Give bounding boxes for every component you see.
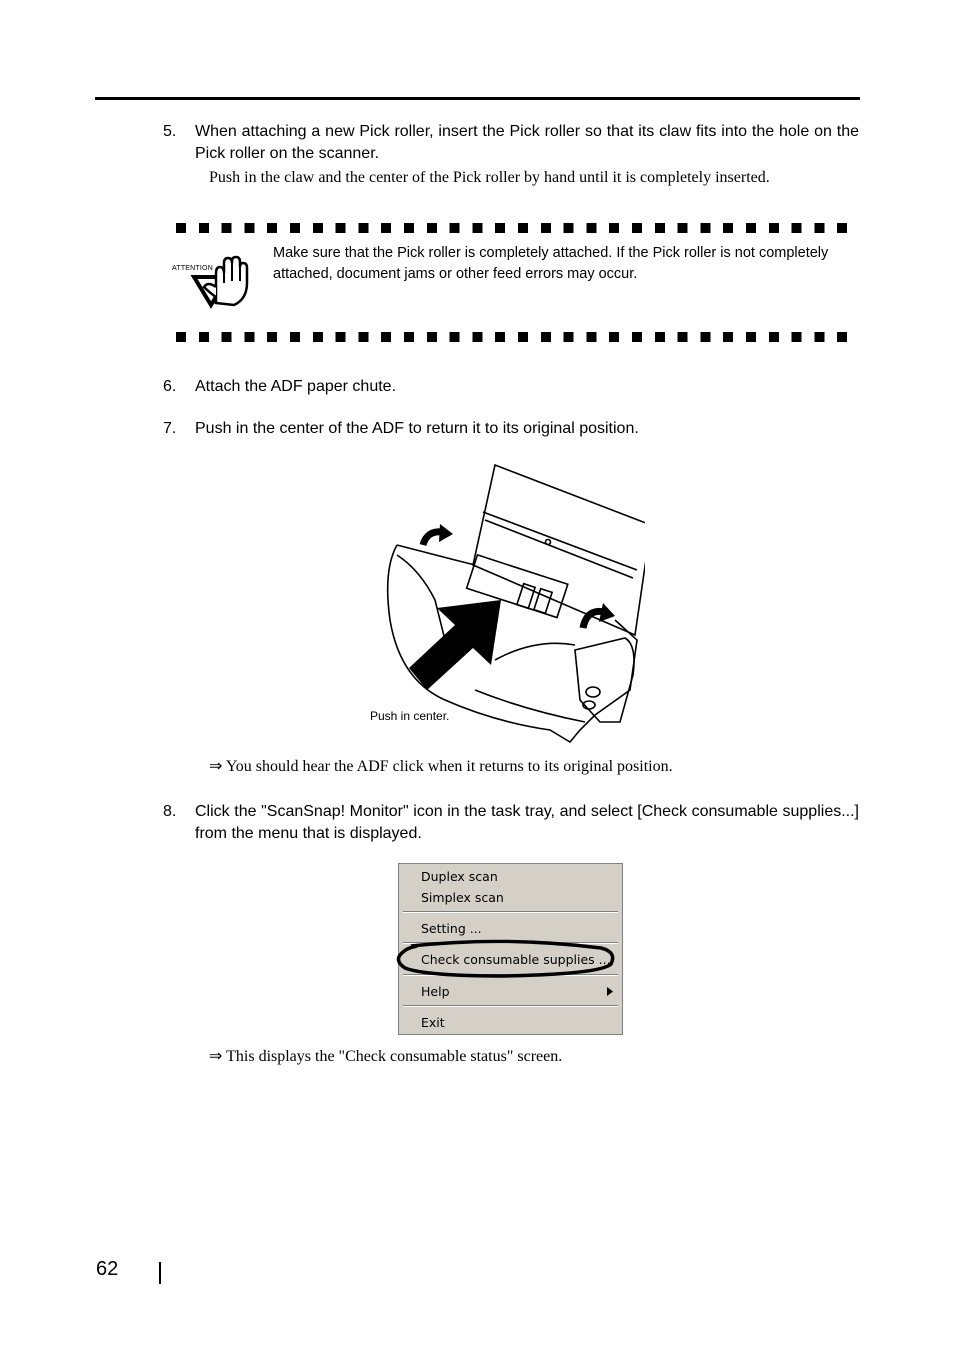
menu-item-check-consumable-supplies[interactable]: Check consumable supplies ... bbox=[421, 952, 611, 967]
step-number: 6. bbox=[163, 378, 177, 395]
attention-top-border bbox=[176, 223, 848, 233]
scanner-illustration bbox=[375, 460, 645, 750]
page-number: 62 bbox=[96, 1258, 119, 1280]
top-rule bbox=[95, 97, 860, 100]
menu-item-simplex-scan[interactable]: Simplex scan bbox=[421, 890, 504, 905]
step-text: Push in the center of the ADF to return it to its original position. bbox=[195, 420, 639, 437]
step-text: When attaching a new Pick roller, insert the Pick roller so that its claw fits into the hole on the Pick roller on the scanner. bbox=[195, 123, 859, 162]
context-menu bbox=[398, 863, 623, 1035]
step-text: Attach the ADF paper chute. bbox=[195, 378, 397, 395]
menu-separator bbox=[403, 1005, 618, 1007]
step-8-result: ⇒ This displays the "Check consumable status" screen. bbox=[209, 1048, 563, 1065]
highlight-ellipse bbox=[395, 938, 619, 982]
attention-bottom-border bbox=[176, 332, 848, 342]
attention-text: Make sure that the Pick roller is completely attached. If the Pick roller is not completely attached, document jams or other feed errors may occur. bbox=[273, 245, 829, 282]
step-8 bbox=[163, 801, 863, 847]
page-number-bar bbox=[159, 1262, 161, 1284]
menu-item-help[interactable]: Help bbox=[421, 984, 450, 999]
step-7 bbox=[163, 418, 863, 440]
step-number: 5. bbox=[163, 123, 177, 140]
step-5 bbox=[163, 121, 863, 167]
step-number: 8. bbox=[163, 803, 177, 820]
step-text: Click the "ScanSnap! Monitor" icon in the task tray, and select [Check consumable supplies...] from the menu that is displayed. bbox=[195, 803, 859, 842]
menu-separator bbox=[403, 911, 618, 913]
menu-item-duplex-scan[interactable]: Duplex scan bbox=[421, 869, 498, 884]
menu-item-setting[interactable]: Setting ... bbox=[421, 921, 482, 936]
step-6 bbox=[163, 376, 863, 398]
push-caption: Push in center. bbox=[370, 709, 450, 723]
attention-label: ATTENTION bbox=[172, 265, 213, 272]
step-number: 7. bbox=[163, 420, 177, 437]
triangle-right-icon bbox=[607, 987, 613, 996]
step-7-result: ⇒ You should hear the ADF click when it returns to its original position. bbox=[209, 758, 673, 775]
step-5-note: Push in the claw and the center of the Pick roller by hand until it is completely inserted. bbox=[209, 169, 770, 186]
hand-warning-icon bbox=[172, 255, 252, 310]
attention-icon bbox=[172, 255, 252, 310]
menu-item-exit[interactable]: Exit bbox=[421, 1015, 445, 1030]
